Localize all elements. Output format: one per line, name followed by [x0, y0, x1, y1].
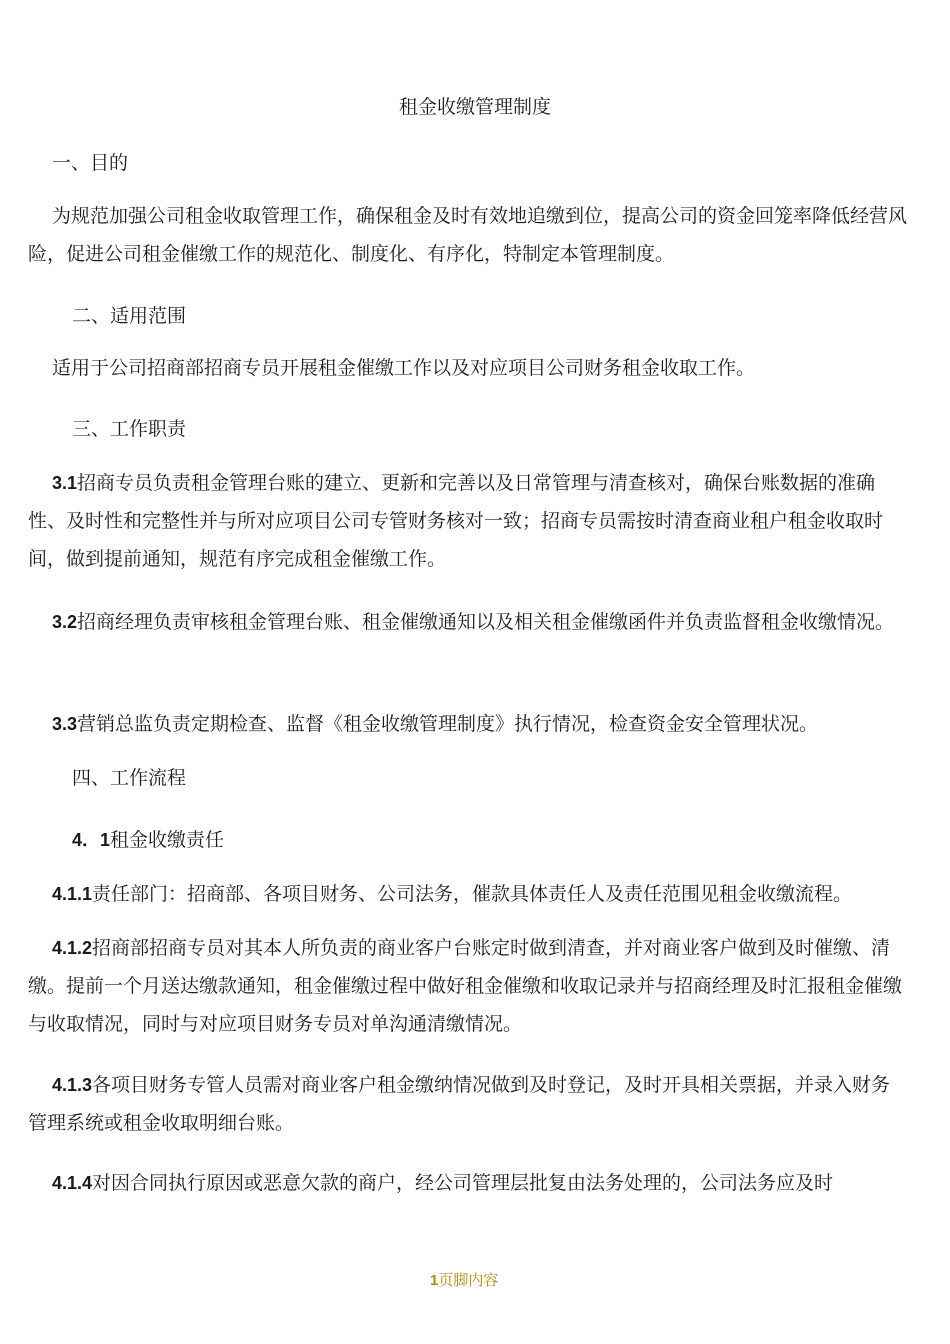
- item-text: 营销总监负责定期检查、监督《租金收缴管理制度》执行情况，检查资金安全管理状况。: [77, 713, 819, 735]
- item-text: 各项目财务专管人员需对商业客户租金缴纳情况做到及时登记，及时开具相关票据，并录入财务管理系统或租金收取明细台账。: [28, 1074, 891, 1134]
- item-number: 4.1.3: [52, 1075, 93, 1095]
- section-text-scope: 适用于公司招商部招商专员开展租金催缴工作以及对应项目公司财务租金收取工作。: [52, 357, 756, 379]
- section-heading-duties: 三、工作职责: [72, 418, 187, 440]
- list-item-4-1-2: [28, 929, 908, 1043]
- item-number: 4.1.1: [52, 884, 93, 904]
- list-item-4-1-4: [28, 1164, 908, 1202]
- item-text: 责任部门：招商部、各项目财务、公司法务，催款具体责任人及责任范围见租金收缴流程。: [92, 883, 853, 905]
- subsection-heading-4-1: [72, 825, 224, 852]
- subsection-number: 4．1: [72, 830, 111, 850]
- list-item-3-3: [28, 705, 908, 743]
- item-text: 招商部招商专员对其本人所负责的商业客户台账定时做到清查，并对商业客户做到及时催缴、清缴。提前一个月送达缴款通知，租金催缴过程中做好租金催缴和收取记录并与招商经理及时汇报租金催缴与收取情况，同时与对应项目财务专员对单沟通清缴情况。: [28, 937, 903, 1035]
- list-item-4-1-1: [28, 875, 908, 913]
- item-text: 招商经理负责审核租金管理台账、租金催缴通知以及相关租金催缴函件并负责监督租金收缴情况。: [77, 611, 895, 633]
- list-item-4-1-3: [28, 1066, 908, 1142]
- item-text: 对因合同执行原因或恶意欠款的商户，经公司管理层批复由法务处理的，公司法务应及时: [92, 1172, 834, 1194]
- page-number: 1: [430, 1272, 439, 1289]
- page-footer: [430, 1268, 500, 1293]
- item-number: 3.2: [52, 612, 78, 632]
- item-number: 4.1.2: [52, 938, 93, 958]
- item-text: 招商专员负责租金管理台账的建立、更新和完善以及日常管理与清查核对，确保台账数据的准确性、及时性和完整性并与所对应项目公司专管财务核对一致；招商专员需按时清查商业租户租金收取时间，做到提前通知，规范有序完成租金催缴工作。: [28, 472, 884, 570]
- section-heading-workflow: 四、工作流程: [72, 767, 187, 789]
- section-text-purpose: 为规范加强公司租金收取管理工作，确保租金及时有效地追缴到位，提高公司的资金回笼率降低经营风险，促进公司租金催缴工作的规范化、制度化、有序化，特制定本管理制度。: [28, 205, 908, 265]
- list-item-3-2: [28, 603, 908, 641]
- footer-text: 页脚内容: [438, 1271, 499, 1289]
- item-number: 3.1: [52, 473, 78, 493]
- section-heading-scope: 二、适用范围: [72, 305, 187, 327]
- section-heading-purpose: 一、目的: [52, 152, 129, 174]
- subsection-title: 租金收缴责任: [110, 829, 225, 851]
- list-item-3-1: [28, 464, 908, 578]
- document-title: 租金收缴管理制度: [398, 96, 551, 118]
- item-number: 4.1.4: [52, 1173, 93, 1193]
- item-number: 3.3: [52, 714, 78, 734]
